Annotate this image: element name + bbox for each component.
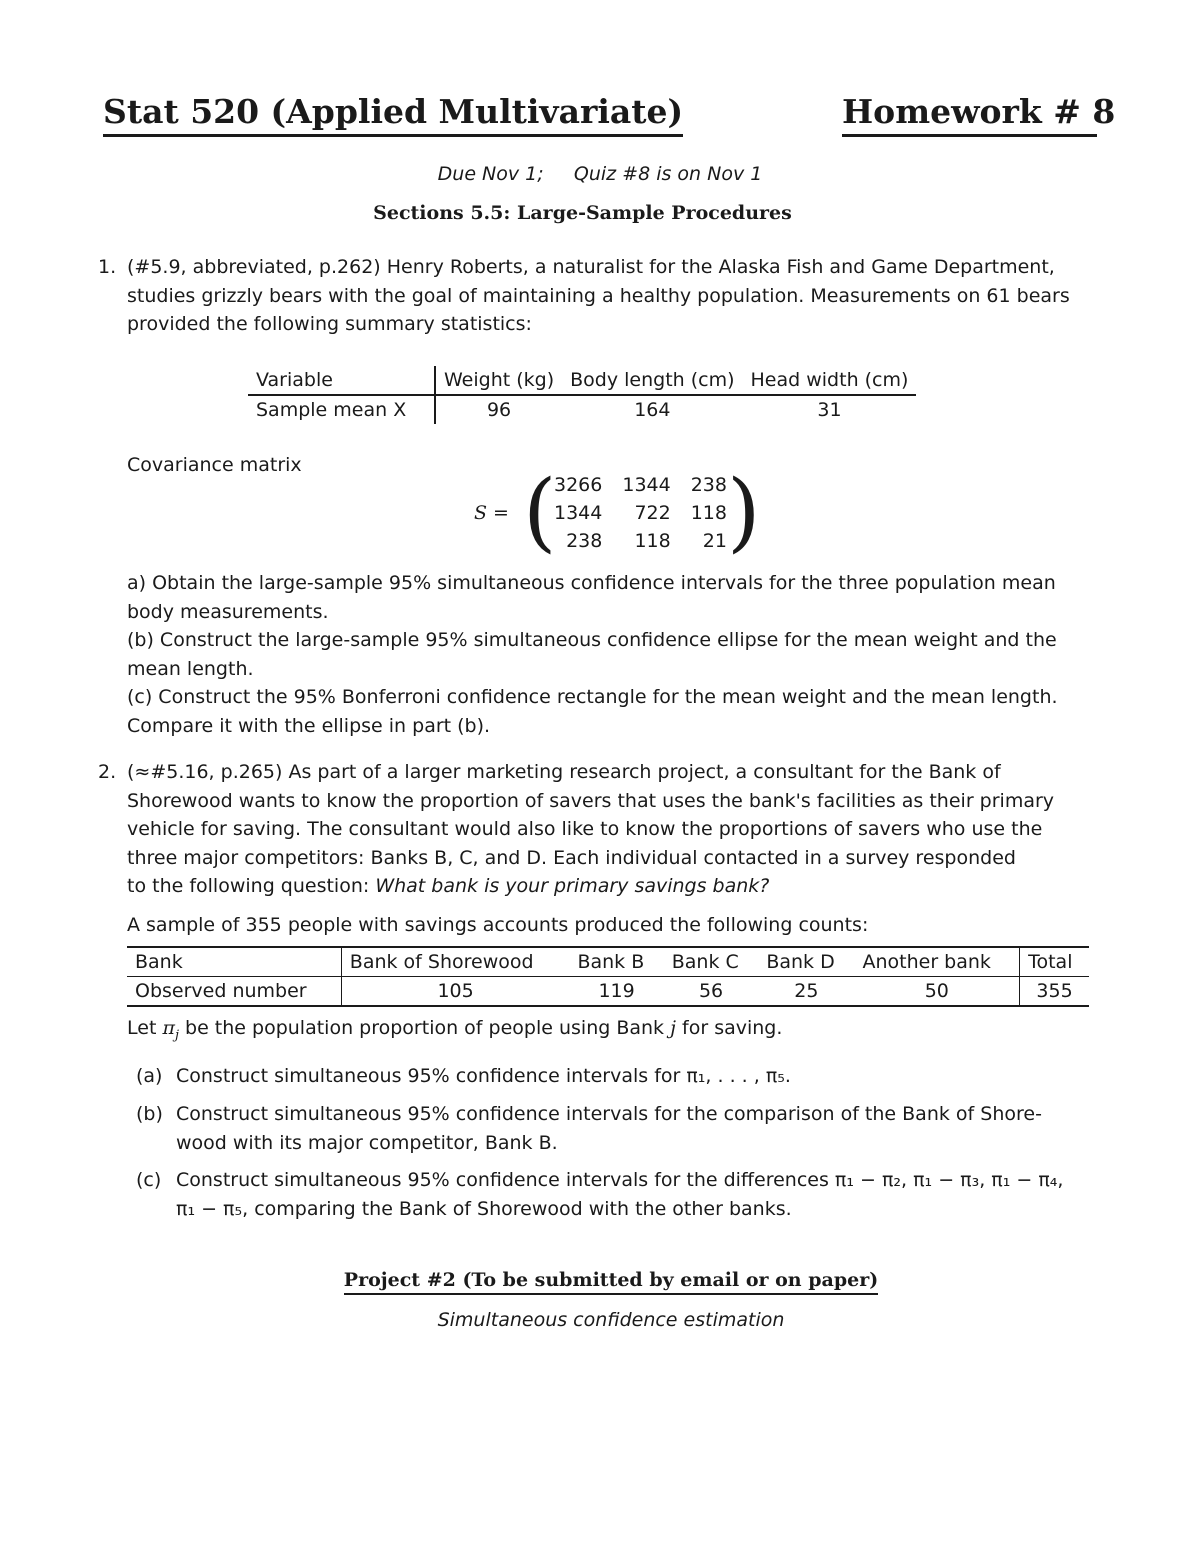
problem1-line: (#5.9, abbreviated, p.262) Henry Roberts, a naturalist for the Alaska Fish and Game Department,	[127, 256, 1055, 278]
quiz-date: Quiz #8 is on Nov 1	[573, 163, 763, 185]
part-line: Construct simultaneous 95% confidence intervals for the differences π₁ − π₂, π₁ − π₃, π₁ − π₄,	[176, 1169, 1064, 1191]
table-cell: 96	[486, 399, 512, 421]
part-a-label: (a)	[136, 1065, 163, 1087]
problem1-text	[127, 253, 1070, 339]
survey-question: What bank is your primary savings bank?	[375, 875, 770, 897]
table-cell: 25	[794, 980, 819, 1002]
pi-symbol: π	[162, 1017, 175, 1039]
part-line: (c) Construct the 95% Bonferroni confidence rectangle for the mean weight and the mean length.	[127, 686, 1058, 708]
matrix-cell: 3266	[554, 474, 603, 496]
table-cell: 50	[924, 980, 949, 1002]
table-cell: 105	[437, 980, 474, 1002]
table-cell: 355	[1020, 977, 1089, 1007]
table-header: Bank C	[671, 951, 739, 973]
table-cell: 56	[698, 980, 724, 1002]
part-line: (b) Construct the large-sample 95% simultaneous confidence ellipse for the mean weight and the	[127, 629, 1057, 651]
let-pre: Let	[127, 1017, 163, 1039]
course-title: Stat 520 (Applied Multivariate)	[103, 92, 683, 137]
problem1-line: provided the following summary statistics:	[127, 313, 532, 335]
table-header: Body length (cm)	[570, 369, 735, 391]
problem2-line	[127, 872, 1054, 901]
problem2-line: Shorewood wants to know the proportion of savers that uses the bank's facilities as their primary	[127, 789, 1055, 812]
sample-line: A sample of 355 people with savings accounts produced the following counts:	[127, 914, 869, 936]
homework-title: Homework # 8	[842, 92, 1097, 137]
covariance-matrix	[544, 471, 737, 555]
table-header: Total	[1020, 947, 1089, 977]
part-c-text	[176, 1166, 1063, 1223]
matrix-cell: 21	[702, 530, 727, 552]
project-subtitle: Simultaneous confidence estimation	[437, 1309, 785, 1331]
part-line: a) Obtain the large-sample 95% simultaneous confidence intervals for the three population mean	[127, 572, 1056, 594]
let-mid: be the population proportion of people using Bank	[178, 1017, 671, 1039]
table-header: Bank of Shorewood	[349, 951, 534, 973]
table-header: Weight (kg)	[444, 369, 555, 391]
due-line	[0, 160, 1200, 189]
problem2-line: vehicle for saving. The consultant would also like to know the proportions of savers who use the	[127, 818, 1043, 840]
bank-counts-table	[127, 946, 1089, 1007]
problem2-line: three major competitors: Banks B, C, and D. Each individual contacted in a survey responded	[127, 846, 1016, 869]
matrix-cell: 118	[634, 530, 671, 552]
bear-summary-table	[248, 366, 916, 424]
table-cell: 119	[598, 980, 635, 1002]
part-line: Construct simultaneous 95% confidence intervals for the comparison of the Bank of Shore-	[176, 1103, 1042, 1125]
section-title: Sections 5.5: Large-Sample Procedures	[373, 202, 792, 224]
project-title: Project #2 (To be submitted by email or on paper)	[344, 1269, 878, 1295]
problem2-line: (≈#5.16, p.265) As part of a larger marketing research project, a consultant for the Bank of	[127, 761, 1001, 783]
part-b-label: (b)	[136, 1103, 163, 1125]
table-cell: 164	[634, 399, 671, 421]
pi-subscript: j	[174, 1027, 179, 1043]
matrix-cell: 1344	[622, 474, 671, 496]
table-cell: 31	[817, 399, 842, 421]
matrix-cell: 238	[566, 530, 603, 552]
right-paren: )	[727, 462, 761, 562]
table-header: Bank B	[577, 951, 645, 973]
part-a-text: Construct simultaneous 95% confidence intervals for π₁, . . . , π₅.	[176, 1065, 791, 1087]
problem1-line: studies grizzly bears with the goal of maintaining a healthy population. Measurements on 61 bears	[127, 284, 1070, 307]
table-header: Head width (cm)	[750, 369, 909, 391]
due-date: Due Nov 1;	[437, 163, 544, 185]
table-header: Bank	[127, 947, 341, 977]
let-post: for saving.	[676, 1017, 783, 1039]
covariance-label: Covariance matrix	[127, 454, 302, 476]
matrix-cell: 238	[690, 474, 727, 496]
table-row-label: Observed number	[127, 977, 341, 1007]
part-line: Compare it with the ellipse in part (b).	[127, 714, 491, 737]
question-lead: to the following question:	[127, 875, 370, 897]
project-title-wrap	[0, 1266, 1200, 1295]
table-row-label	[248, 395, 435, 424]
left-paren: (	[523, 462, 557, 562]
problem1-parts	[127, 569, 1058, 740]
matrix-cell: 118	[690, 502, 727, 524]
table-header: Another bank	[862, 951, 991, 973]
part-line: wood with its major competitor, Bank B.	[176, 1131, 558, 1154]
problem1-number: 1.	[98, 256, 117, 278]
table-header: Variable	[248, 366, 435, 395]
sample-mean-label: Sample mean X	[256, 399, 407, 421]
part-line: π₁ − π₅, comparing the Bank of Shorewood with the other banks.	[176, 1197, 792, 1220]
part-line: mean length.	[127, 657, 254, 680]
matrix-symbol: S =	[474, 502, 509, 524]
matrix-cell: 1344	[554, 502, 603, 524]
problem2-number: 2.	[98, 761, 117, 783]
bank-index: j	[670, 1017, 676, 1039]
table-header: Bank D	[766, 951, 835, 973]
let-line	[127, 1014, 782, 1050]
part-line: body measurements.	[127, 600, 329, 623]
part-c-label: (c)	[136, 1169, 162, 1191]
problem2-text	[127, 758, 1054, 901]
matrix-cell: 722	[634, 502, 671, 524]
part-b-text	[176, 1100, 1042, 1157]
